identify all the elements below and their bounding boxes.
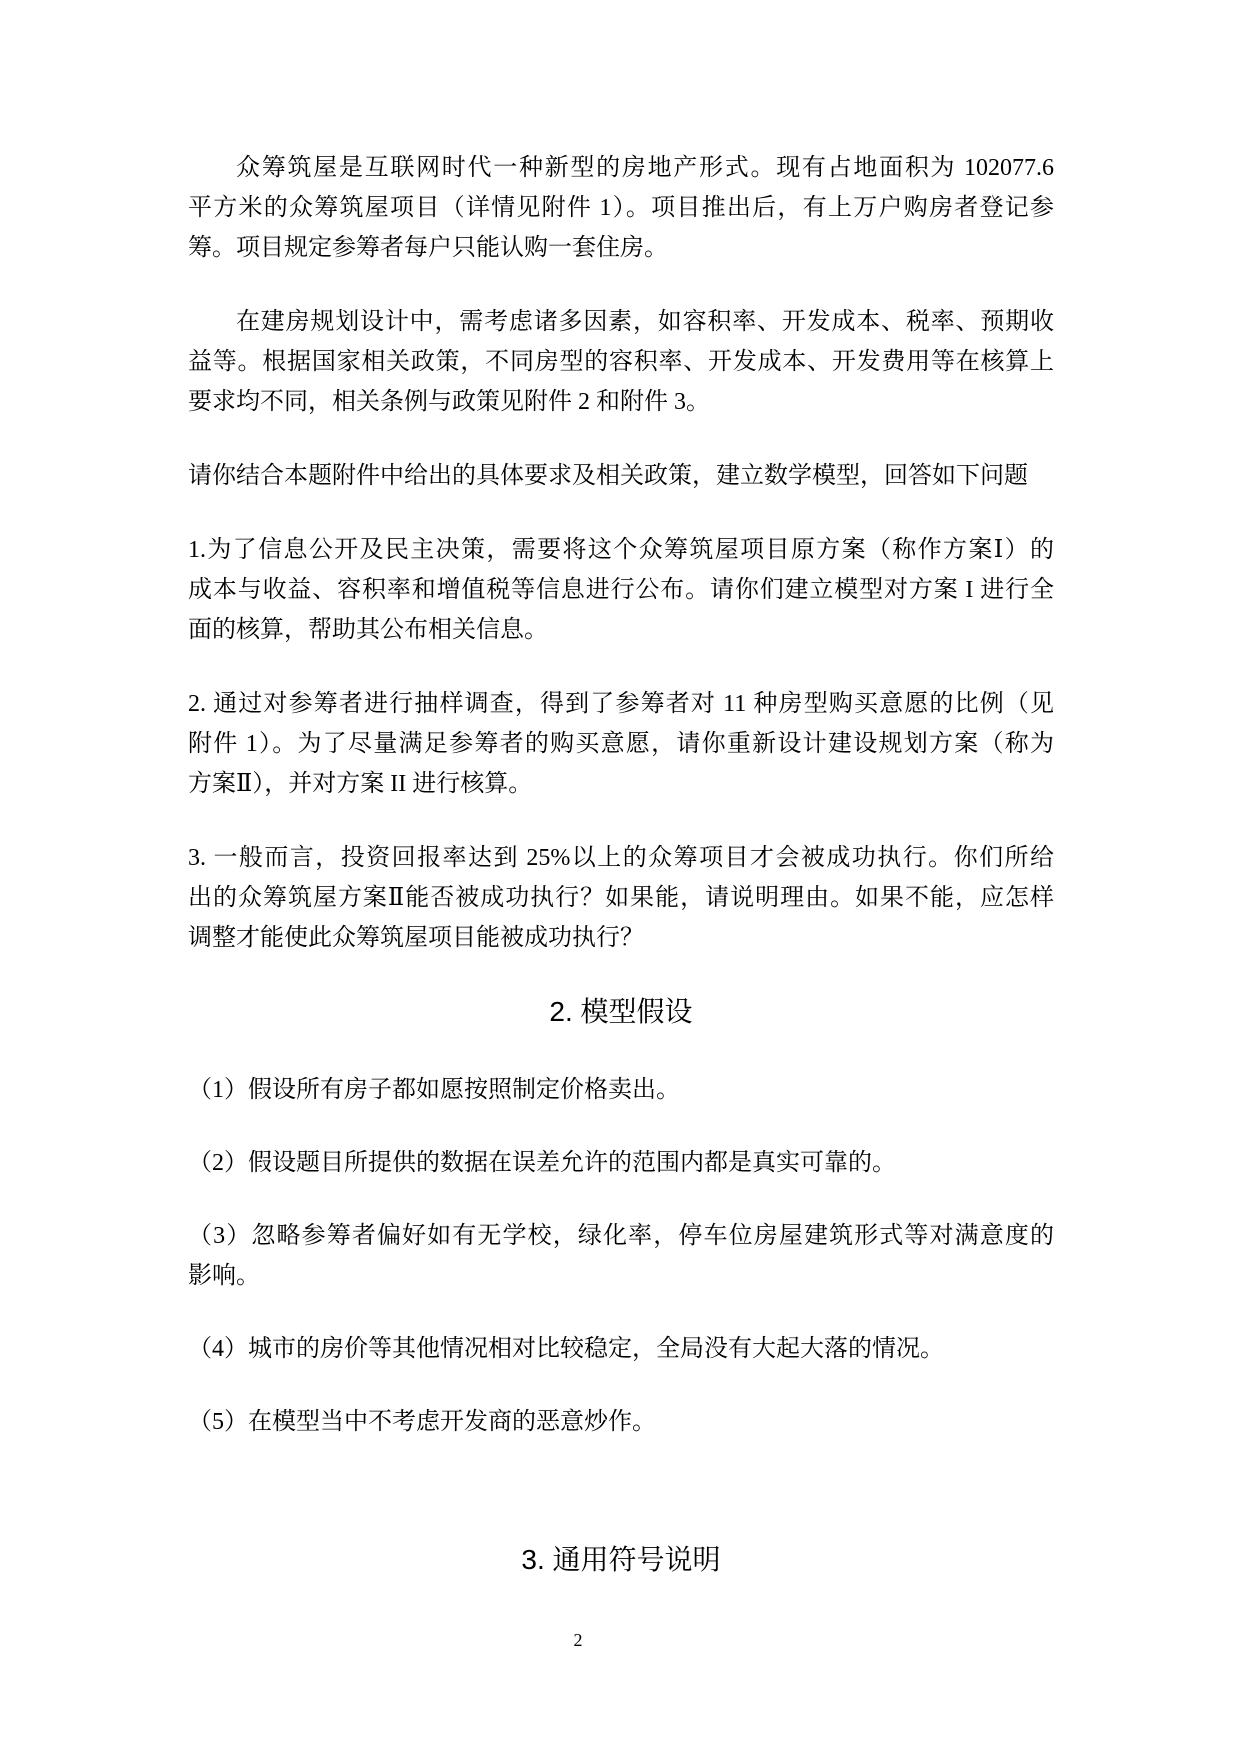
paragraph-line: 要求均不同，相关条例与政策见附件 2 和附件 3。: [188, 389, 710, 415]
section-heading-assumptions: 2. 模型假设: [549, 996, 693, 1027]
assumption-line: （2）假设题目所提供的数据在误差允许的范围内都是真实可靠的。: [188, 1150, 896, 1176]
assumption-line: （5）在模型当中不考虑开发商的恶意炒作。: [188, 1409, 656, 1435]
intro-paragraph: [188, 148, 1054, 268]
paragraph-line: 筹。项目规定参筹者每户只能认购一套住房。: [188, 235, 668, 261]
page-body: [188, 148, 1054, 1580]
paragraph-line: 1.为了信息公开及民主决策，需要将这个众筹筑屋项目原方案（称作方案Ⅰ）的: [188, 537, 1054, 563]
assumption-item: [188, 1329, 1054, 1369]
question-3-paragraph: [188, 838, 1054, 958]
paragraph-line: 在建房规划设计中，需考虑诸多因素，如容积率、开发成本、税率、预期收: [236, 309, 1054, 335]
assumption-item: [188, 1402, 1054, 1442]
section-heading-symbols: 3. 通用符号说明: [521, 1544, 721, 1575]
paragraph-line: 面的核算，帮助其公布相关信息。: [188, 617, 548, 643]
question-2-paragraph: [188, 684, 1054, 804]
paragraph-line: 请你结合本题附件中给出的具体要求及相关政策，建立数学模型，回答如下问题: [188, 463, 1028, 489]
assumption-item: [188, 1216, 1054, 1296]
assumption-line: （3）忽略参筹者偏好如有无学校，绿化率，停车位房屋建筑形式等对满意度的: [188, 1223, 1054, 1249]
question-1-paragraph: [188, 530, 1054, 650]
assumption-item: [188, 1070, 1054, 1110]
paragraph-line: 益等。根据国家相关政策，不同房型的容积率、开发成本、开发费用等在核算上: [188, 349, 1054, 375]
paragraph-line: 2. 通过对参筹者进行抽样调查，得到了参筹者对 11 种房型购买意愿的比例（见: [188, 691, 1054, 717]
assumptions-list: [188, 1070, 1054, 1442]
assumption-line: 影响。: [188, 1263, 260, 1289]
paragraph-line: 方案Ⅱ），并对方案 II 进行核算。: [188, 771, 533, 797]
page-number: 2: [573, 1630, 583, 1650]
paragraph-line: 成本与收益、容积率和增值税等信息进行公布。请你们建立模型对方案 I 进行全: [188, 577, 1054, 603]
paragraph-line: 调整才能使此众筹筑屋项目能被成功执行？: [188, 925, 644, 951]
paragraph-line: 附件 1）。为了尽量满足参筹者的购买意愿，请你重新设计建设规划方案（称为: [188, 731, 1054, 757]
paragraph-line: 平方米的众筹筑屋项目（详情见附件 1）。项目推出后，有上万户购房者登记参: [188, 195, 1054, 221]
task-prompt-paragraph: [188, 456, 1054, 496]
intro-paragraph: [188, 302, 1054, 422]
paragraph-line: 3. 一般而言，投资回报率达到 25%以上的众筹项目才会被成功执行。你们所给: [188, 845, 1054, 871]
paragraph-line: 出的众筹筑屋方案Ⅱ能否被成功执行？如果能，请说明理由。如果不能，应怎样: [188, 885, 1054, 911]
assumption-item: [188, 1143, 1054, 1183]
assumption-line: （4）城市的房价等其他情况相对比较稳定，全局没有大起大落的情况。: [188, 1336, 944, 1362]
assumption-line: （1）假设所有房子都如愿按照制定价格卖出。: [188, 1077, 680, 1103]
paragraph-line: 众筹筑屋是互联网时代一种新型的房地产形式。现有占地面积为 102077.6: [236, 155, 1054, 181]
